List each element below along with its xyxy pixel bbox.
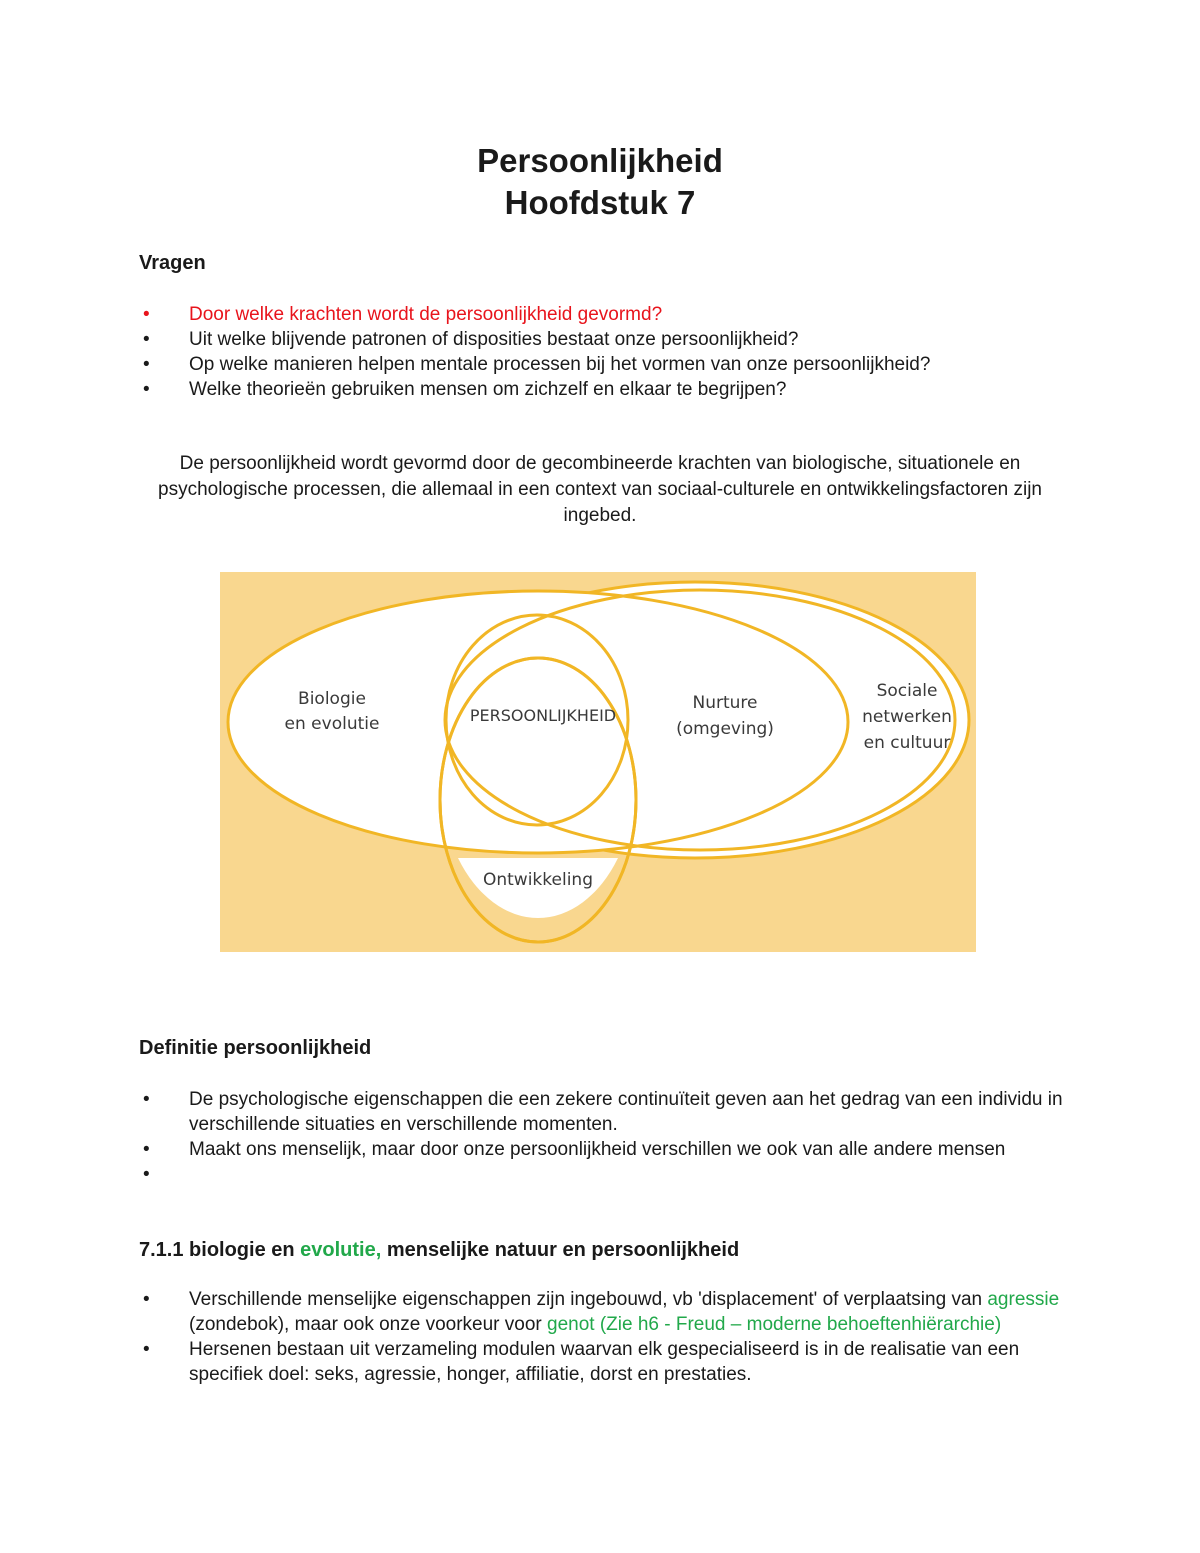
definition-item-empty [0, 1162, 1069, 1187]
label-sociale-line3: en cultuur [863, 733, 951, 753]
questions-heading: Vragen [139, 252, 206, 274]
label-biologie-line1: Biologie [298, 689, 366, 709]
questions-list [0, 302, 1069, 402]
section-711-heading-part1: 7.1.1 biologie en [139, 1239, 301, 1261]
label-ontwikkeling: Ontwikkeling [482, 870, 594, 890]
venn-svg [220, 572, 976, 952]
definition-heading: Definitie persoonlijkheid [139, 1037, 372, 1059]
label-nurture-line1: Nurture [692, 693, 758, 713]
section-711-heading [139, 1237, 739, 1263]
label-biologie-line2: en evolutie [284, 714, 380, 734]
item1-agressie: agressie [987, 1289, 1060, 1310]
question-item: • Door welke krachten wordt de persoonlijkheid gevormd? [0, 302, 1069, 327]
definition-item: • De psychologische eigenschappen die een zekere continuïteit geven aan het gedrag van een individu in verschillende situaties en verschillende momenten. [0, 1087, 1069, 1137]
item1-text-a: Verschillende menselijke eigenschappen zijn ingebouwd, vb 'displacement' of verplaatsing van [189, 1289, 988, 1310]
intro-paragraph: De persoonlijkheid wordt gevormd door de gecombineerde krachten van biologische, situationele en psychologische processen, die allemaal in een context van sociaal-culturele en ontwikkelingsfactoren zijn ingebed. [158, 453, 1042, 526]
question-item: • Uit welke blijvende patronen of disposities bestaat onze persoonlijkheid? [0, 327, 1069, 352]
section-711-list [0, 1287, 1069, 1387]
label-sociale-line2: netwerken [862, 707, 952, 727]
section-711-item [0, 1287, 1069, 1337]
label-sociale-line1: Sociale [876, 681, 938, 701]
item1-genot: genot (Zie h6 - Freud – moderne behoeftenhiërarchie) [547, 1314, 1002, 1335]
section-711-heading-evolutie: evolutie, [300, 1239, 382, 1261]
item1-text-b: (zondebok), maar ook onze voorkeur voor [189, 1314, 548, 1335]
definition-item: • Maakt ons menselijk, maar door onze persoonlijkheid verschillen we ook van alle andere mensen [0, 1137, 1069, 1162]
personality-venn-diagram [220, 572, 976, 952]
section-711-item: • Hersenen bestaan uit verzameling modulen waarvan elk gespecialiseerd is in de realisatie van een specifiek doel: seks, agressie, honger, affiliatie, dorst en prestaties. [0, 1337, 1069, 1387]
label-persoonlijkheid: PERSOONLIJKHEID [469, 706, 617, 725]
section-711-heading-part2: menselijke natuur en persoonlijkheid [381, 1239, 740, 1261]
label-nurture-line2: (omgeving) [676, 719, 774, 739]
question-item: • Welke theorieën gebruiken mensen om zichzelf en elkaar te begrijpen? [0, 377, 1069, 402]
document-title-line2: Hoofdstuk 7 [504, 184, 696, 221]
question-item: • Op welke manieren helpen mentale processen bij het vormen van onze persoonlijkheid? [0, 352, 1069, 377]
document-title-line1: Persoonlijkheid [477, 142, 723, 179]
definition-list [0, 1087, 1069, 1187]
